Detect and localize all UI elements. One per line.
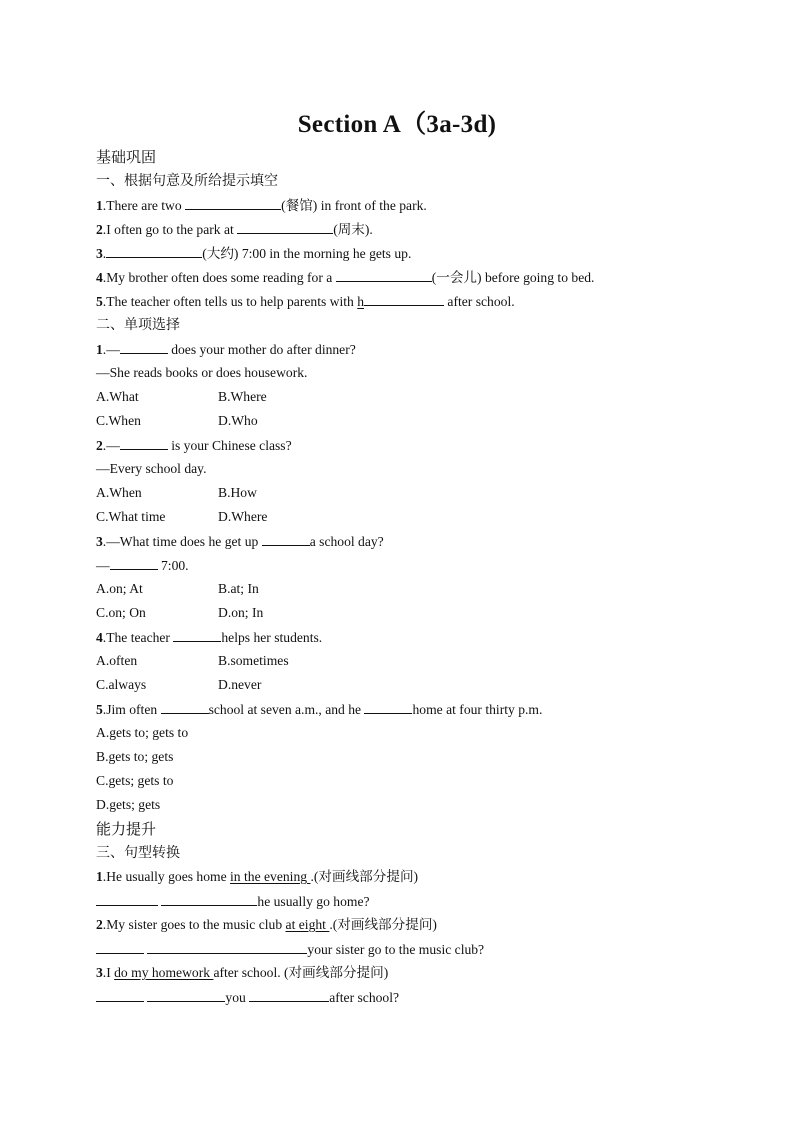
- fill-item-2: 2.I often go to the park at (周末).: [96, 222, 373, 237]
- transform-item-3: 3.I do my homework after school. (对画线部分提问): [96, 965, 389, 980]
- mc-options-3-row-2: [96, 604, 263, 622]
- answer-blank[interactable]: [336, 268, 432, 282]
- option[interactable]: C.When: [96, 413, 141, 428]
- fill-item-3: 3. (大约) 7:00 in the morning he gets up.: [96, 246, 412, 261]
- mc-reply-2: —Every school day.: [96, 461, 207, 476]
- mc-options-1-row-2: [96, 412, 258, 430]
- transform-answer-2: your sister go to the music club?: [96, 940, 484, 959]
- answer-blank[interactable]: [120, 340, 168, 354]
- option[interactable]: B.gets to; gets: [96, 749, 174, 764]
- page-title: Section A（3a-3d): [297, 111, 497, 138]
- option[interactable]: C.always: [96, 677, 147, 692]
- mc-options-2-row-1: [96, 484, 257, 502]
- mc-options-2-row-2: [96, 508, 267, 526]
- transform-item-2: 2.My sister goes to the music club at eight .(对画线部分提问): [96, 917, 437, 932]
- answer-blank[interactable]: [249, 988, 329, 1002]
- section-heading-multiple-choice: 二、单项选择: [96, 317, 180, 333]
- option[interactable]: D.on; In: [218, 605, 264, 620]
- answer-blank[interactable]: [262, 532, 310, 546]
- answer-blank[interactable]: [364, 292, 444, 306]
- answer-blank[interactable]: [96, 940, 144, 954]
- mc-question-3: 3.—What time does he get up a school day?: [96, 534, 384, 549]
- fill-item-5: 5.The teacher often tells us to help parents with h after school.: [96, 294, 515, 309]
- option[interactable]: B.at; In: [218, 581, 259, 596]
- transform-answer-1: he usually go home?: [96, 892, 370, 911]
- option[interactable]: A.gets to; gets to: [96, 725, 189, 740]
- option[interactable]: D.gets; gets: [96, 797, 161, 812]
- answer-blank[interactable]: [173, 628, 221, 642]
- mc-options-4-row-1: [96, 652, 289, 670]
- answer-blank[interactable]: [237, 220, 333, 234]
- mc-options-4-row-2: [96, 676, 261, 694]
- section-heading-fill-in: 一、根据句意及所给提示填空: [96, 173, 278, 189]
- option[interactable]: D.Who: [218, 413, 258, 428]
- answer-blank[interactable]: [161, 892, 257, 906]
- option[interactable]: A.on; At: [96, 581, 143, 596]
- transform-answer-3: you after school?: [96, 988, 399, 1007]
- answer-blank[interactable]: [147, 988, 225, 1002]
- mc-options-1-row-1: [96, 388, 267, 406]
- option[interactable]: C.on; On: [96, 605, 146, 620]
- mc-question-2: 2.— is your Chinese class?: [96, 438, 292, 453]
- option[interactable]: A.When: [96, 485, 142, 500]
- option[interactable]: A.often: [96, 653, 138, 668]
- answer-blank[interactable]: [106, 244, 202, 258]
- option[interactable]: C.gets; gets to: [96, 773, 174, 788]
- answer-blank[interactable]: [96, 988, 144, 1002]
- mc-options-3-row-1: [96, 580, 259, 598]
- option[interactable]: B.sometimes: [218, 653, 289, 668]
- answer-blank[interactable]: [185, 196, 281, 210]
- option[interactable]: A.What: [96, 389, 139, 404]
- transform-item-1: 1.He usually goes home in the evening .(对画线部分提问): [96, 869, 419, 884]
- part-heading-basic: 基础巩固: [96, 148, 157, 166]
- answer-blank[interactable]: [364, 700, 412, 714]
- fill-item-4: 4.My brother often does some reading for a (一会儿) before going to bed.: [96, 270, 595, 285]
- part-heading-advanced: 能力提升: [96, 820, 157, 838]
- mc-reply-3: — 7:00.: [96, 558, 189, 573]
- answer-blank[interactable]: [96, 892, 158, 906]
- mc-reply-1: —She reads books or does housework.: [96, 365, 308, 380]
- answer-blank[interactable]: [161, 700, 209, 714]
- option[interactable]: D.never: [218, 677, 262, 692]
- option[interactable]: C.What time: [96, 509, 166, 524]
- answer-blank[interactable]: [110, 556, 158, 570]
- option[interactable]: B.How: [218, 485, 257, 500]
- answer-blank[interactable]: [147, 940, 307, 954]
- fill-item-1: 1.There are two (餐馆) in front of the park.: [96, 198, 427, 213]
- option[interactable]: B.Where: [218, 389, 267, 404]
- mc-question-1: 1.— does your mother do after dinner?: [96, 342, 356, 357]
- mc-question-5: 5.Jim often school at seven a.m., and he home at four thirty p.m.: [96, 702, 543, 717]
- option[interactable]: D.Where: [218, 509, 268, 524]
- answer-blank[interactable]: [120, 436, 168, 450]
- section-heading-transform: 三、句型转换: [96, 845, 180, 861]
- mc-question-4: 4.The teacher helps her students.: [96, 630, 323, 645]
